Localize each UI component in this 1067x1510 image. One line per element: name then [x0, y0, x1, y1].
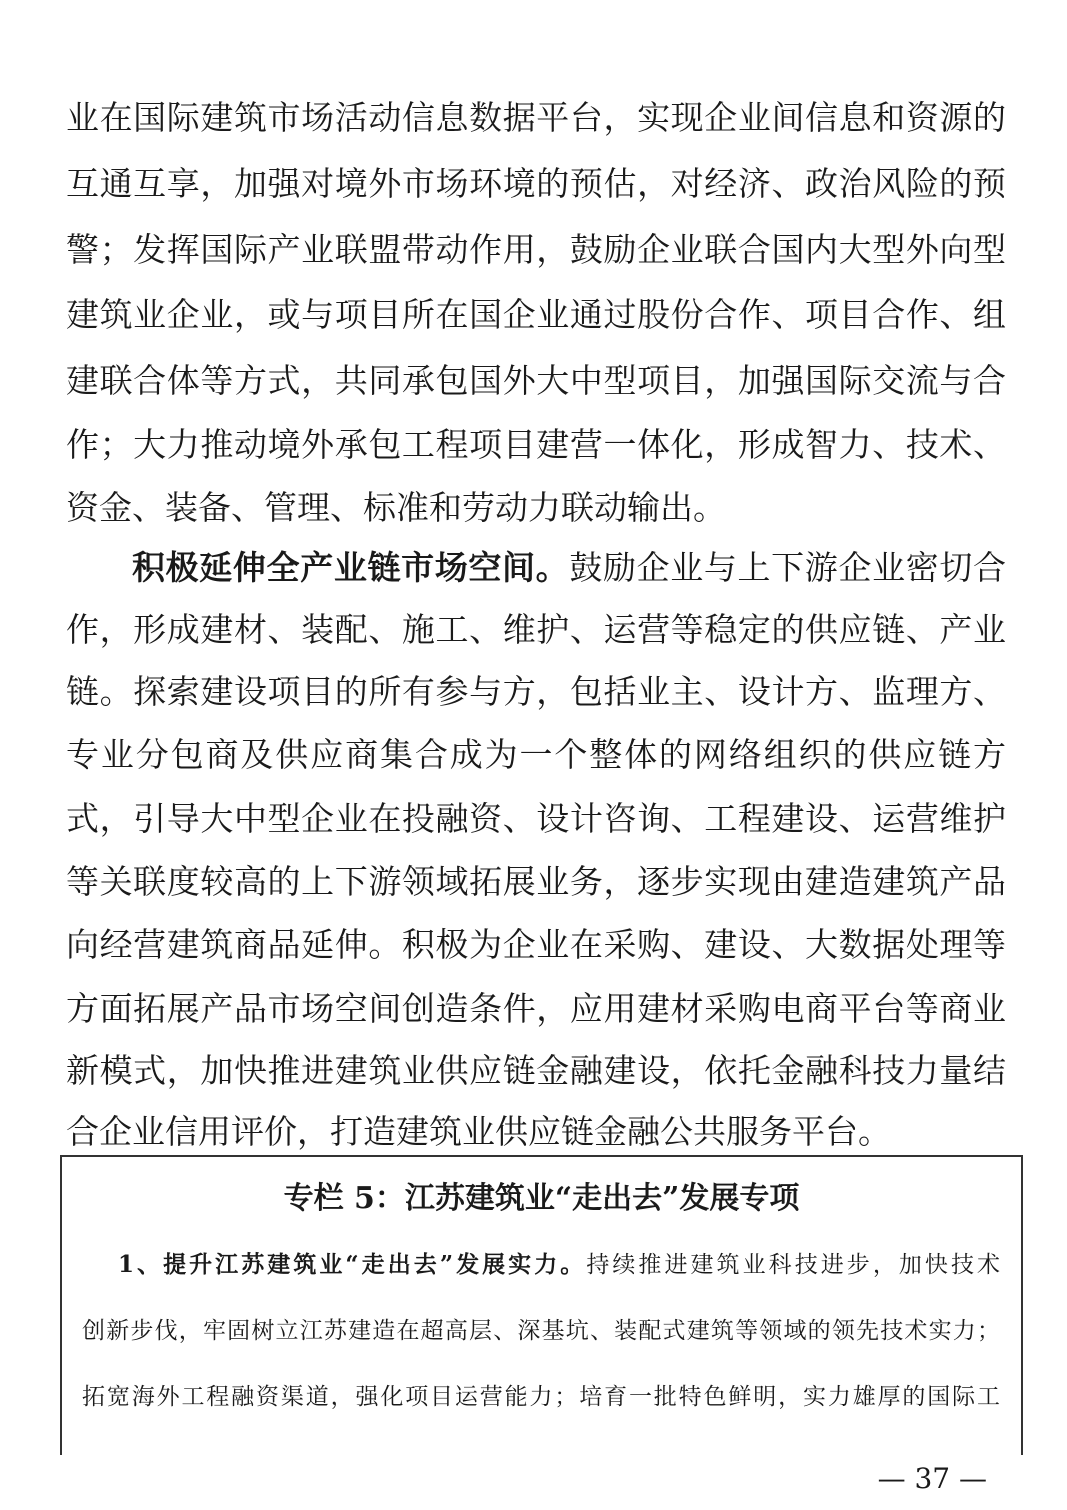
column-box-item1-line2: 创新步伐，牢固树立江苏建造在超高层、深基坑、装配式建筑等领域的领先技术实力； — [82, 1318, 1000, 1344]
body-line-6: 作；大力推动境外承包工程项目建营一体化，形成智力、技术、 — [66, 425, 1006, 464]
column-box-title: 专栏 5：江苏建筑业“走出去”发展专项 — [283, 1181, 800, 1216]
body-line-3: 警；发挥国际产业联盟带动作用，鼓励企业联合国内大型外向型 — [66, 230, 1006, 269]
para2-line-8: 方面拓展产品市场空间创造条件，应用建材采购电商平台等商业 — [66, 989, 1006, 1028]
body-line-2: 互通互享，加强对境外市场环境的预估，对经济、政治风险的预 — [66, 164, 1006, 203]
body-line-5: 建联合体等方式，共同承包国外大中型项目，加强国际交流与合 — [66, 361, 1006, 400]
para2-line-7: 向经营建筑商品延伸。积极为企业在采购、建设、大数据处理等 — [66, 925, 1006, 964]
para2-line-10: 合企业信用评价，打造建筑业供应链金融公共服务平台。 — [66, 1112, 891, 1151]
para2-first-line-rest: 鼓励企业与上下游企业密切合 — [569, 548, 1007, 587]
column-box-item1-lead: 1、提升江苏建筑业“走出去”发展实力。 — [118, 1251, 587, 1278]
para2-line-3: 链。探索建设项目的所有参与方，包括业主、设计方、监理方、 — [66, 672, 1006, 711]
column-box — [60, 1155, 1023, 1455]
para2-first-line — [132, 548, 1006, 588]
para2-line-2: 作，形成建材、装配、施工、维护、运营等稳定的供应链、产业 — [66, 610, 1006, 649]
body-line-7: 资金、装备、管理、标准和劳动力联动输出。 — [66, 488, 726, 527]
para2-line-5: 式，引导大中型企业在投融资、设计咨询、工程建设、运营维护 — [66, 799, 1006, 838]
para2-line-9: 新模式，加快推进建筑业供应链金融建设，依托金融科技力量结 — [66, 1051, 1006, 1090]
column-box-item1-line1 — [118, 1249, 1000, 1281]
para2-line-6: 等关联度较高的上下游领域拓展业务，逐步实现由建造建筑产品 — [66, 862, 1006, 901]
page-number: — 37 — — [877, 1462, 987, 1495]
body-line-4: 建筑业企业，或与项目所在国企业通过股份合作、项目合作、组 — [66, 295, 1006, 334]
column-box-item1-rest: 持续推进建筑业科技进步，加快技术 — [586, 1252, 1001, 1278]
column-box-item1-line3: 拓宽海外工程融资渠道，强化项目运营能力；培育一批特色鲜明，实力雄厚的国际工 — [82, 1384, 1000, 1410]
body-line-1: 业在国际建筑市场活动信息数据平台，实现企业间信息和资源的 — [66, 98, 1006, 137]
para2-line-4: 专业分包商及供应商集合成为一个整体的网络组织的供应链方 — [66, 735, 1006, 774]
para2-heading: 积极延伸全产业链市场空间。 — [132, 548, 570, 587]
